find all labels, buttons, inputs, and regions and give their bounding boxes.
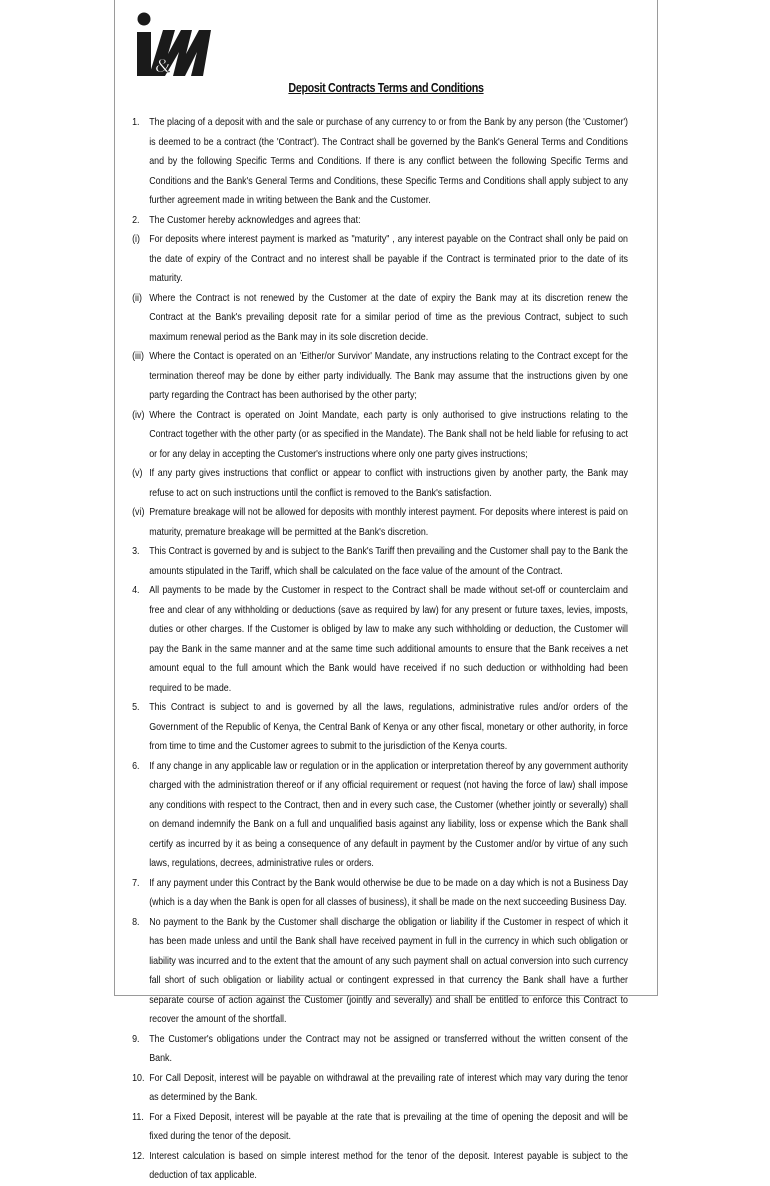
term-number: 10. xyxy=(132,1072,145,1084)
term-text: For Call Deposit, interest will be payable on withdrawal at the prevailing rate of interest which may vary during the tenor as determined by the Bank. xyxy=(149,1072,628,1103)
term-number: (iv) xyxy=(132,409,145,421)
term-text: If any payment under this Contract by the Bank would otherwise be due to be made on a day which is not a Business Day (which is a day when the Bank is open for all classes of business), it shall be made on the next succeeding Business Day. xyxy=(149,877,628,908)
term-item xyxy=(115,1147,628,1186)
term-number: 1. xyxy=(132,117,140,128)
term-text: All payments to be made by the Customer in respect to the Contract shall be made without set-off or counterclaim and free and clear of any withholding or deductions (save as required by law) for any present or future taxes, levies, imposts, duties or other charges. If the Customer is obliged by law to make any such withholding or deduction, the Customer will pay the Bank in the same manner and at the same time such additional amounts to ensure that the Bank receives a net amount equal to the full amount which the Bank would have received if no such deduction or withholding had been required to be made. xyxy=(149,585,628,694)
term-item xyxy=(115,1030,628,1069)
term-number: (iii) xyxy=(132,351,144,362)
term-number: 3. xyxy=(132,546,140,557)
term-text: The placing of a deposit with and the sale or purchase of any currency to or from the Bank by any person (the 'Customer') is deemed to be a contract (the 'Contract'). The Contract shall be governed by the Bank's General Terms and Conditions and by the following Specific Terms and Conditions. If there is any conflict between the following Specific Terms and Conditions and the Bank's General Terms and Conditions, these Specific Terms and Conditions shall apply subject to any further agreement made in writing between the Bank and the Customer. xyxy=(149,117,628,206)
term-item xyxy=(115,542,628,581)
term-item xyxy=(115,581,628,698)
term-text: The Customer hereby acknowledges and agrees that: xyxy=(149,214,361,226)
term-item xyxy=(115,874,628,913)
term-number: (i) xyxy=(132,234,140,245)
term-item xyxy=(115,1069,628,1108)
term-text: This Contract is subject to and is governed by all the laws, regulations, administrative rules and/or orders of the Government of the Republic of Kenya, the Central Bank of Kenya or any other fiscal, monetary or other authority, in force from time to time and the Customer agrees to submit to the jurisdiction of the Kenya courts. xyxy=(149,702,628,752)
term-text: This Contract is governed by and is subject to the Bank's Tariff then prevailing and the Customer shall pay to the Bank the amounts stipulated in the Tariff, which shall be calculated on the face value of the amount of the Contract. xyxy=(149,546,628,577)
term-number: (v) xyxy=(132,468,143,479)
term-text: If any party gives instructions that conflict or appear to conflict with instructions given by another party, the Bank may refuse to act on such instructions until the conflict is removed to the Bank's satisfaction. xyxy=(149,468,628,499)
term-item xyxy=(115,211,628,231)
term-item xyxy=(115,406,628,465)
term-text: If any change in any applicable law or regulation or in the application or interpretation thereof by any government authority charged with the administration thereof or if any official requirement or request (not having the force of law) shall impose any conditions with respect to the Contract, then and in every such case, the Customer (whether jointly or severally) shall on demand indemnify the Bank on a full and unqualified basis against any liability, loss or expense which the Bank shall certify as incurred by it as being a consequence of any default in payment by the Customer and/or by virtue of any such laws, regulations, decrees, administrative rules or orders. xyxy=(149,760,628,869)
term-item xyxy=(115,289,628,348)
term-text: For a Fixed Deposit, interest will be payable at the rate that is prevailing at the time of opening the deposit and will be fixed during the tenor of the deposit. xyxy=(149,1111,628,1142)
term-text: No payment to the Bank by the Customer shall discharge the obligation or liability if the Customer in respect of which it has been made unless and until the Bank shall have received payment in full in the currency in which such obligation or liability was incurred and to the extent that the amount of any such payment shall on actual conversion into such currency fall short of such obligation or liability actual or contingent expressed in that currency the Bank shall have a further separate course of action against the Customer (jointly and severally) and shall be entitled to enforce this Contract to recover the amount of the shortfall. xyxy=(149,916,628,1025)
term-text: Premature breakage will not be allowed for deposits with monthly interest payment. For deposits where interest is paid on maturity, premature breakage will be permitted at the Bank's discretion. xyxy=(149,507,628,538)
term-text: Interest calculation is based on simple interest method for the tenor of the deposit. Interest payable is subject to the deduction of tax applicable. xyxy=(149,1150,628,1181)
term-number: 6. xyxy=(132,760,140,772)
term-number: 4. xyxy=(132,585,140,596)
term-number: 12. xyxy=(132,1150,145,1162)
term-number: 2. xyxy=(132,214,140,226)
term-item xyxy=(115,347,628,406)
term-text: Where the Contact is operated on an 'Either/or Survivor' Mandate, any instructions relating to the Contract except for the termination thereof may be done by either party individually. The Bank may assume that the instructions given by one party regarding the Contract has been authorised by the other party; xyxy=(149,351,628,401)
svg-text:&: & xyxy=(155,55,171,77)
term-item xyxy=(115,757,628,874)
term-item xyxy=(115,464,628,503)
term-item xyxy=(115,698,628,757)
term-item xyxy=(115,113,628,211)
term-number: 7. xyxy=(132,877,140,889)
term-item xyxy=(115,503,628,542)
term-number: (ii) xyxy=(132,292,142,304)
bank-logo xyxy=(135,10,213,80)
term-item xyxy=(115,1108,628,1147)
page-title: Deposit Contracts Terms and Conditions xyxy=(288,81,484,95)
term-text: The Customer's obligations under the Contract may not be assigned or transferred without the written consent of the Bank. xyxy=(149,1033,628,1064)
term-number: (vi) xyxy=(132,507,145,518)
terms-list xyxy=(115,113,628,1186)
term-number: 5. xyxy=(132,702,140,713)
term-text: Where the Contract is operated on Joint Mandate, each party is only authorised to give instructions relating to the Contract together with the other party (or as specified in the Mandate). The Bank shall not be held liable for refusing to act or for any delay in accepting the Customer's instructions where only one party gives instructions; xyxy=(149,409,628,460)
term-number: 8. xyxy=(132,916,140,928)
term-number: 9. xyxy=(132,1033,140,1045)
term-text: Where the Contract is not renewed by the Customer at the date of expiry the Bank may at its discretion renew the Contract at the Bank's prevailing deposit rate for a similar period of time as the previous Contract, subject to such maximum renewal period as the Bank may in its sole discretion decide. xyxy=(149,292,628,343)
term-item xyxy=(115,230,628,289)
term-text: For deposits where interest payment is marked as "maturity" , any interest payable on the Contract shall only be paid on the date of expiry of the Contract and no interest shall be payable if the Contract is terminated prior to the date of its maturity. xyxy=(149,234,628,284)
term-item xyxy=(115,913,628,1030)
term-number: 11. xyxy=(132,1111,144,1123)
document-page xyxy=(114,0,658,1181)
